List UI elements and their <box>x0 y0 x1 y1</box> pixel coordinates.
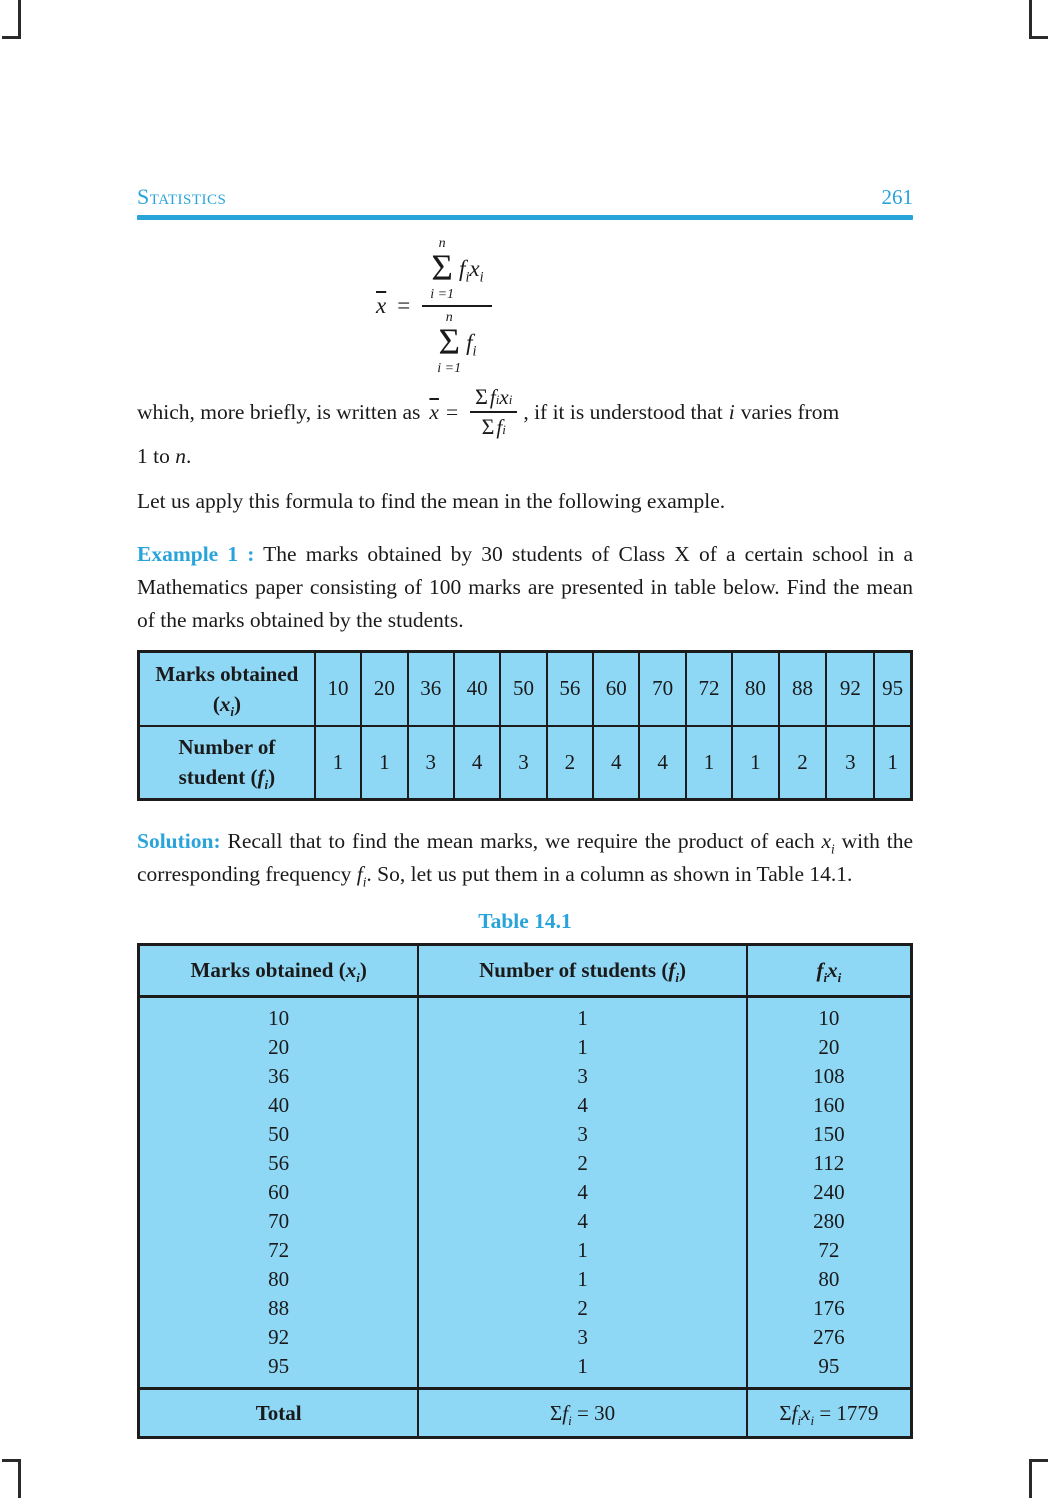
table-cell: 1 <box>361 726 407 800</box>
total-label: Total <box>139 1389 419 1438</box>
inline-fraction <box>470 384 517 440</box>
column-header-students <box>418 945 747 997</box>
table-row <box>139 1294 912 1323</box>
table-cell: 108 <box>747 1062 912 1091</box>
example-text: The marks obtained by 30 students of Class X of a certain school in a Mathematics paper consisting of 100 marks are presented in table below. Find the mean of the marks obtained by the students. <box>137 542 913 632</box>
i-symbol: i <box>728 399 735 424</box>
table-cell: 1 <box>686 726 732 800</box>
sub-i: i <box>568 1412 572 1428</box>
f-symbol: f <box>459 256 466 281</box>
paren: ) <box>359 958 367 982</box>
table-cell: 56 <box>547 652 593 726</box>
table-header <box>139 945 912 997</box>
table-cell: 92 <box>826 652 874 726</box>
table-cell: 160 <box>747 1091 912 1120</box>
fraction <box>422 236 491 376</box>
sub-i: i <box>472 343 477 360</box>
row-header-text: Number of <box>178 735 276 760</box>
row-header-marks <box>139 652 315 726</box>
table-cell: 70 <box>139 1207 419 1236</box>
table-cell: 1 <box>418 1033 747 1062</box>
table-caption: Table 14.1 <box>478 909 572 933</box>
table-cell: 1 <box>732 726 778 800</box>
table-cell: 1 <box>418 1236 747 1265</box>
table-row <box>139 1091 912 1120</box>
text-segment: Recall that to find the mean marks, we require the product of each <box>220 829 822 853</box>
sum-f-value: = 30 <box>571 1400 616 1425</box>
sub-i: i <box>465 269 470 286</box>
table-cell: 3 <box>500 726 546 800</box>
denominator-expression <box>466 330 477 360</box>
table-header-row <box>139 945 912 997</box>
paragraph-brief-line2 <box>137 440 913 473</box>
table-cell: 150 <box>747 1120 912 1149</box>
x-symbol: x <box>499 385 509 409</box>
paragraph-brief-formula <box>137 384 913 440</box>
table-cell: 95 <box>139 1352 419 1389</box>
sum-lower-limit: i =1 <box>437 361 462 376</box>
table-cell: 240 <box>747 1178 912 1207</box>
crop-mark-top-left <box>2 0 21 39</box>
table-cell: 1 <box>418 1265 747 1294</box>
paren: ( <box>250 765 258 790</box>
table-cell: 20 <box>361 652 407 726</box>
table-cell: 4 <box>454 726 500 800</box>
x-symbol: x <box>345 958 357 982</box>
sub-i: i <box>831 841 835 857</box>
equals-sign: = <box>397 293 411 318</box>
table-row <box>139 1178 912 1207</box>
f-symbol: f <box>668 958 676 982</box>
crop-mark-top-right <box>1029 0 1048 39</box>
header-text: Number of students <box>479 958 662 982</box>
row-header-text: student <box>178 765 251 790</box>
sum-upper-limit: n <box>438 236 446 251</box>
header-rule <box>137 215 913 220</box>
sub-i: i <box>264 777 269 793</box>
paren: ( <box>212 691 220 716</box>
text-segment: which, more briefly, is written as <box>137 399 421 424</box>
f-symbol: f <box>466 330 473 355</box>
table-cell: 3 <box>408 726 454 800</box>
table-body <box>139 997 912 1389</box>
table-cell: 60 <box>593 652 639 726</box>
sigma-icon: Σ <box>438 322 460 363</box>
numerator-expression <box>459 256 484 286</box>
table-cell: 36 <box>139 1062 419 1091</box>
table-cell: 280 <box>747 1207 912 1236</box>
crop-mark-bottom-right <box>1029 1459 1048 1498</box>
f-symbol: f <box>356 862 363 886</box>
table-cell: 20 <box>139 1033 419 1062</box>
table-row <box>139 1207 912 1236</box>
inline-denominator: Σ f i <box>481 414 506 439</box>
table-row <box>139 1236 912 1265</box>
f-symbol: f <box>562 1400 569 1425</box>
sub-i: i <box>837 970 842 986</box>
summation-symbol <box>437 310 461 376</box>
sub-i: i <box>362 874 367 890</box>
sigma-icon: Σ <box>550 1400 563 1425</box>
text-segment: varies from <box>740 399 840 424</box>
sum-lower-limit: i =1 <box>430 287 455 302</box>
sub-i: i <box>810 1412 815 1428</box>
table-row-frequency <box>139 726 912 800</box>
x-symbol: x <box>827 958 838 982</box>
table-row <box>139 1062 912 1091</box>
fraction-numerator <box>422 236 491 307</box>
paragraph-apply: Let us apply this formula to find the mean in the following example. <box>137 489 726 513</box>
f-symbol: f <box>496 415 503 439</box>
text-segment: , if it is understood that <box>523 399 723 424</box>
table-cell: 10 <box>315 652 361 726</box>
table-row <box>139 1265 912 1294</box>
sub-i: i <box>675 970 679 986</box>
column-header-fx <box>747 945 912 997</box>
table-cell: 60 <box>139 1178 419 1207</box>
table-cell: 50 <box>139 1120 419 1149</box>
sigma-icon: Σ <box>475 384 488 409</box>
table-footer <box>139 1389 912 1438</box>
table-14-1 <box>137 943 913 1439</box>
crop-mark-bottom-left <box>2 1459 21 1498</box>
table-cell: 3 <box>418 1062 747 1091</box>
page-content <box>137 184 913 1439</box>
sigma-icon: Σ <box>481 414 495 439</box>
table-cell: 10 <box>747 997 912 1034</box>
sub-i: i <box>356 970 360 986</box>
table-cell: 80 <box>139 1265 419 1294</box>
total-row <box>139 1389 912 1438</box>
table-cell: 1 <box>418 1352 747 1389</box>
table-row <box>139 1149 912 1178</box>
table-cell: 3 <box>418 1323 747 1352</box>
table-cell: 2 <box>779 726 827 800</box>
table-row <box>139 1352 912 1389</box>
page-header <box>137 184 913 210</box>
table-cell: 176 <box>747 1294 912 1323</box>
table-row <box>139 997 912 1034</box>
table-cell: 40 <box>139 1091 419 1120</box>
marks-frequency-table <box>137 650 913 801</box>
header-text: Marks obtained <box>190 958 339 982</box>
table-row <box>139 1120 912 1149</box>
chapter-title: Statistics <box>137 184 227 209</box>
xi-notation <box>212 691 241 719</box>
table-cell: 10 <box>139 997 419 1034</box>
sub-i: i <box>479 269 484 286</box>
paren: ) <box>268 765 276 790</box>
table-cell: 36 <box>408 652 454 726</box>
table-cell: 20 <box>747 1033 912 1062</box>
paren: ( <box>661 958 669 982</box>
table-cell: 72 <box>747 1236 912 1265</box>
paren: ( <box>338 958 346 982</box>
mean-formula-display <box>375 236 913 376</box>
table-cell: 95 <box>874 652 911 726</box>
table-cell: 1 <box>315 726 361 800</box>
x-symbol: x <box>821 829 832 853</box>
table-cell: 72 <box>686 652 732 726</box>
page-number: 261 <box>881 185 913 209</box>
fi-notation <box>661 958 686 986</box>
summation-symbol <box>430 236 454 302</box>
sub-i: i <box>797 1412 802 1428</box>
table-cell: 4 <box>418 1091 747 1120</box>
row-header-frequency <box>139 726 315 800</box>
xbar-symbol: $\overline{x}$ <box>376 293 387 318</box>
table-row <box>139 1323 912 1352</box>
sum-fx-value: = 1779 <box>814 1400 879 1425</box>
f-symbol: f <box>489 385 496 409</box>
text-segment: . So, let us put them in a column as shown in Table 14.1. <box>366 862 853 886</box>
row-header-text: Marks obtained <box>155 661 299 686</box>
sub-i: i <box>230 703 234 719</box>
solution-label: Solution: <box>137 829 221 853</box>
text-segment: 1 to <box>137 444 170 468</box>
table-cell: 1 <box>418 997 747 1034</box>
table-cell: 112 <box>747 1149 912 1178</box>
paragraph-example <box>137 538 913 637</box>
column-header-marks <box>139 945 419 997</box>
x-symbol: x <box>219 691 231 716</box>
f-symbol: f <box>816 958 824 982</box>
sum-fx-cell <box>747 1389 912 1438</box>
table-cell: 276 <box>747 1323 912 1352</box>
sigma-icon: Σ <box>431 248 453 289</box>
fi-notation <box>250 765 276 793</box>
table-cell: 80 <box>732 652 778 726</box>
table-cell: 2 <box>547 726 593 800</box>
sigma-icon: Σ <box>779 1400 792 1425</box>
n-symbol: n <box>175 444 186 468</box>
table-cell: 2 <box>418 1294 747 1323</box>
table-cell: 4 <box>418 1207 747 1236</box>
table-cell: 50 <box>500 652 546 726</box>
table-cell: 80 <box>747 1265 912 1294</box>
table-cell: 95 <box>747 1352 912 1389</box>
table-row-marks <box>139 652 912 726</box>
f-symbol: f <box>257 765 265 790</box>
table-cell: 4 <box>593 726 639 800</box>
xbar-symbol: $\overline{x}$ <box>429 399 439 424</box>
paragraph-solution <box>137 825 913 891</box>
x-symbol: x <box>469 256 480 281</box>
table-cell: 92 <box>139 1323 419 1352</box>
table-cell: 88 <box>779 652 827 726</box>
sub-i: i <box>823 970 828 986</box>
table-cell: 72 <box>139 1236 419 1265</box>
table-cell: 88 <box>139 1294 419 1323</box>
xi-notation <box>338 958 367 986</box>
fraction-denominator <box>429 307 484 376</box>
table-cell: 4 <box>418 1178 747 1207</box>
x-symbol: x <box>801 1400 811 1425</box>
text-segment: . <box>185 444 192 468</box>
table-cell: 3 <box>418 1120 747 1149</box>
table-cell: 70 <box>639 652 685 726</box>
f-symbol: f <box>791 1400 798 1425</box>
paren: ) <box>678 958 686 982</box>
table-cell: 3 <box>826 726 874 800</box>
table-cell: 40 <box>454 652 500 726</box>
table-cell: 2 <box>418 1149 747 1178</box>
equals-sign: = <box>445 399 459 424</box>
text-segment: with the corresponding frequency <box>137 829 913 886</box>
table-cell: 1 <box>874 726 911 800</box>
sum-f-cell <box>418 1389 747 1438</box>
sum-upper-limit: n <box>445 310 453 325</box>
table-cell: 56 <box>139 1149 419 1178</box>
inline-numerator: Σ f i x i <box>470 384 517 413</box>
paren: ) <box>233 691 241 716</box>
table-row <box>139 1033 912 1062</box>
example-label: Example 1 : <box>137 542 255 566</box>
table-cell: 4 <box>639 726 685 800</box>
